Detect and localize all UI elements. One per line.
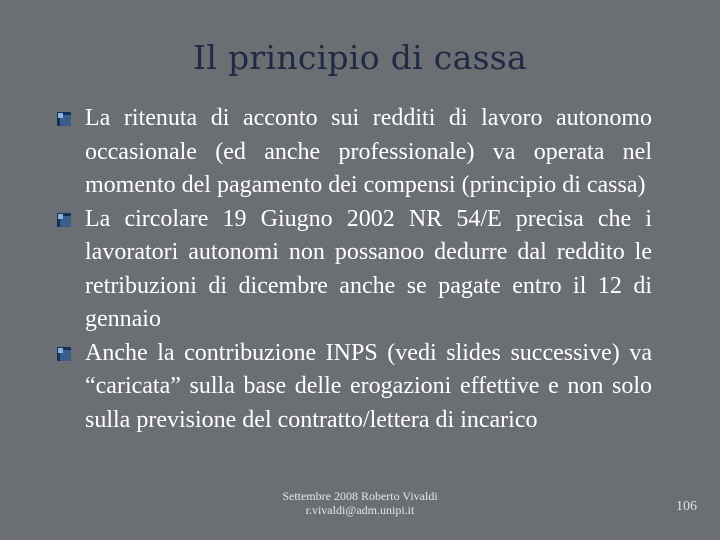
bullet-text: La ritenuta di acconto sui redditi di lavoro autonomo occasionale (ed anche professionale) va operata nel momento del pagamento dei compensi (principio di cassa): [85, 105, 652, 198]
bullet-item: [57, 203, 652, 337]
bullet-text: Anche la contribuzione INPS (vedi slides successive) va “caricata” sulla base delle erogazioni effettive e non solo sulla previsione del contratto/lettera di incarico: [85, 339, 652, 433]
bullet-text: La circolare 19 Giugno 2002 NR 54/E precisa che i lavoratori autonomi non possanoo dedurre dal reddito le retribuzioni di dicembre anche se pagate entro il 12 di gennaio: [85, 205, 652, 332]
square-bullet-icon: [57, 112, 71, 126]
footer-email: r.vivaldi@adm.unipi.it: [305, 503, 415, 517]
bullet-item: [57, 102, 652, 203]
slide-title: Il principio di cassa: [192, 38, 528, 77]
page-number: 106: [676, 499, 697, 514]
slide-footer: [250, 489, 470, 517]
square-bullet-icon: [57, 347, 71, 361]
bullet-item: [57, 337, 652, 438]
footer-author: Settembre 2008 Roberto Vivaldi: [282, 489, 438, 503]
square-bullet-icon: [57, 213, 71, 227]
bullet-list: [57, 102, 652, 437]
